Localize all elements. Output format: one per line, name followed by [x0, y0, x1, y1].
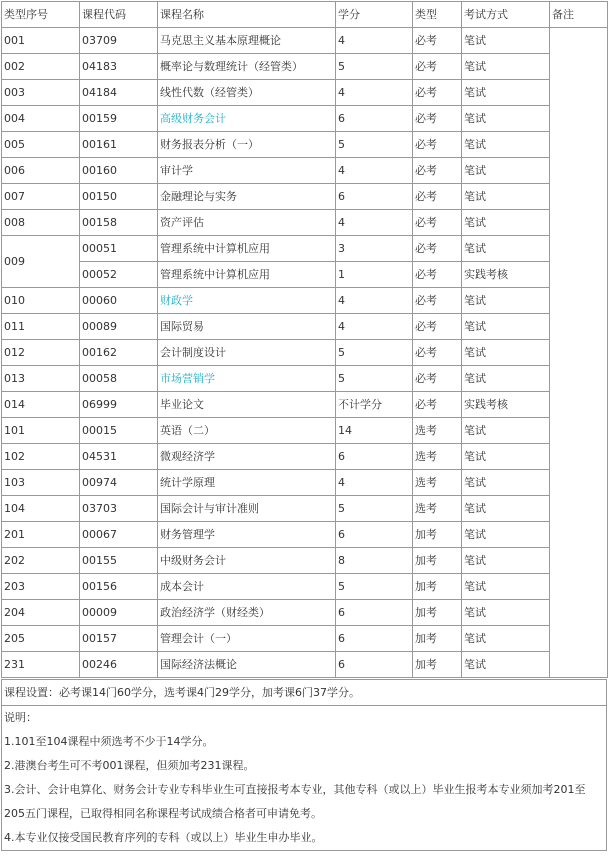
seq-cell: 003 [2, 80, 80, 106]
table-row [2, 106, 608, 132]
table-row [2, 132, 608, 158]
seq-cell: 204 [2, 600, 80, 626]
credit-cell: 6 [336, 600, 413, 626]
table-row [2, 600, 608, 626]
header-cell-code: 课程代码 [80, 2, 158, 28]
name-cell: 英语（二） [158, 418, 336, 444]
credit-cell: 4 [336, 210, 413, 236]
type-cell: 必考 [413, 366, 462, 392]
name-cell: 马克思主义基本原理概论 [158, 28, 336, 54]
credit-cell: 6 [336, 184, 413, 210]
type-cell: 选考 [413, 470, 462, 496]
name-cell: 财务报表分析（一） [158, 132, 336, 158]
exam-cell: 笔试 [462, 600, 550, 626]
seq-cell: 201 [2, 522, 80, 548]
table-row [2, 470, 608, 496]
code-cell: 00156 [80, 574, 158, 600]
name-cell: 会计制度设计 [158, 340, 336, 366]
credit-cell: 4 [336, 314, 413, 340]
table-row [2, 496, 608, 522]
type-cell: 必考 [413, 54, 462, 80]
type-cell: 加考 [413, 522, 462, 548]
credit-cell: 14 [336, 418, 413, 444]
exam-cell: 笔试 [462, 652, 550, 678]
type-cell: 加考 [413, 548, 462, 574]
exam-cell: 实践考核 [462, 262, 550, 288]
exam-cell: 实践考核 [462, 392, 550, 418]
name-cell: 微观经济学 [158, 444, 336, 470]
type-cell: 选考 [413, 418, 462, 444]
code-cell: 00159 [80, 106, 158, 132]
note-item: 1.101至104课程中须选考不少于14学分。 [4, 735, 214, 748]
name-cell: 毕业论文 [158, 392, 336, 418]
code-cell: 00160 [80, 158, 158, 184]
course-table [1, 1, 608, 678]
table-row [2, 652, 608, 678]
exam-cell: 笔试 [462, 548, 550, 574]
table-row [2, 236, 608, 262]
exam-cell: 笔试 [462, 54, 550, 80]
seq-cell: 203 [2, 574, 80, 600]
type-cell: 必考 [413, 80, 462, 106]
header-cell-name: 课程名称 [158, 2, 336, 28]
code-cell: 00246 [80, 652, 158, 678]
table-row [2, 314, 608, 340]
type-cell: 必考 [413, 28, 462, 54]
exam-cell: 笔试 [462, 496, 550, 522]
exam-cell: 笔试 [462, 444, 550, 470]
code-cell: 00974 [80, 470, 158, 496]
code-cell: 06999 [80, 392, 158, 418]
type-cell: 必考 [413, 392, 462, 418]
credit-cell: 5 [336, 132, 413, 158]
credit-cell: 4 [336, 80, 413, 106]
credit-cell: 5 [336, 574, 413, 600]
code-cell: 00052 [80, 262, 158, 288]
credit-cell: 6 [336, 626, 413, 652]
seq-cell: 231 [2, 652, 80, 678]
table-row [2, 626, 608, 652]
table-row [2, 574, 608, 600]
summary-text: 课程设置：必考课14门60学分，选考课4门29学分，加考课6门37学分。 [2, 680, 607, 706]
type-cell: 必考 [413, 236, 462, 262]
seq-cell: 104 [2, 496, 80, 522]
table-row [2, 158, 608, 184]
type-cell: 必考 [413, 262, 462, 288]
code-cell: 00157 [80, 626, 158, 652]
credit-cell: 5 [336, 340, 413, 366]
exam-cell: 笔试 [462, 210, 550, 236]
type-cell: 选考 [413, 444, 462, 470]
header-cell-credit: 学分 [336, 2, 413, 28]
credit-cell: 1 [336, 262, 413, 288]
table-row [2, 340, 608, 366]
header-cell-seq: 类型序号 [2, 2, 80, 28]
seq-cell: 007 [2, 184, 80, 210]
seq-cell: 006 [2, 158, 80, 184]
table-row [2, 392, 608, 418]
name-cell: 中级财务会计 [158, 548, 336, 574]
table-row [2, 444, 608, 470]
exam-cell: 笔试 [462, 132, 550, 158]
name-cell: 成本会计 [158, 574, 336, 600]
seq-cell: 102 [2, 444, 80, 470]
seq-cell: 002 [2, 54, 80, 80]
seq-cell: 010 [2, 288, 80, 314]
summary-row [2, 680, 607, 706]
type-cell: 必考 [413, 158, 462, 184]
code-cell: 00150 [80, 184, 158, 210]
seq-cell: 011 [2, 314, 80, 340]
code-cell: 04184 [80, 80, 158, 106]
name-cell: 概率论与数理统计（经管类） [158, 54, 336, 80]
type-cell: 加考 [413, 600, 462, 626]
name-cell: 审计学 [158, 158, 336, 184]
code-cell: 00015 [80, 418, 158, 444]
table-row [2, 548, 608, 574]
exam-cell: 笔试 [462, 522, 550, 548]
course-link[interactable]: 高级财务会计 [158, 106, 336, 132]
code-cell: 00009 [80, 600, 158, 626]
table-row [2, 522, 608, 548]
exam-cell: 笔试 [462, 340, 550, 366]
code-cell: 00155 [80, 548, 158, 574]
type-cell: 加考 [413, 652, 462, 678]
note-item: 4.本专业仅接受国民教育序列的专科（或以上）毕业生申办毕业。 [4, 831, 323, 844]
note-item: 2.港澳台考生可不考001课程，但须加考231课程。 [4, 759, 255, 772]
type-cell: 必考 [413, 210, 462, 236]
credit-cell: 6 [336, 652, 413, 678]
code-cell: 00060 [80, 288, 158, 314]
seq-cell: 005 [2, 132, 80, 158]
credit-cell: 4 [336, 28, 413, 54]
exam-cell: 笔试 [462, 236, 550, 262]
exam-cell: 笔试 [462, 158, 550, 184]
header-row [2, 2, 608, 28]
seq-cell: 008 [2, 210, 80, 236]
seq-cell: 202 [2, 548, 80, 574]
seq-cell: 001 [2, 28, 80, 54]
type-cell: 必考 [413, 106, 462, 132]
name-cell: 管理系统中计算机应用 [158, 236, 336, 262]
credit-cell: 6 [336, 106, 413, 132]
name-cell: 国际经济法概论 [158, 652, 336, 678]
table-row [2, 262, 608, 288]
name-cell: 资产评估 [158, 210, 336, 236]
seq-cell: 004 [2, 106, 80, 132]
table-row [2, 418, 608, 444]
exam-cell: 笔试 [462, 314, 550, 340]
notes-row [2, 706, 607, 851]
code-cell: 03703 [80, 496, 158, 522]
remark-cell [550, 28, 608, 678]
notes-table [1, 679, 607, 851]
notes-heading: 说明： [4, 711, 37, 724]
credit-cell: 4 [336, 470, 413, 496]
code-cell: 00161 [80, 132, 158, 158]
table-row [2, 288, 608, 314]
table-row [2, 184, 608, 210]
name-cell: 政治经济学（财经类） [158, 600, 336, 626]
type-cell: 选考 [413, 496, 462, 522]
name-cell: 国际会计与审计准则 [158, 496, 336, 522]
credit-cell: 3 [336, 236, 413, 262]
code-cell: 04531 [80, 444, 158, 470]
exam-cell: 笔试 [462, 80, 550, 106]
credit-cell: 5 [336, 366, 413, 392]
code-cell: 03709 [80, 28, 158, 54]
table-row [2, 80, 608, 106]
exam-cell: 笔试 [462, 28, 550, 54]
type-cell: 加考 [413, 626, 462, 652]
code-cell: 00162 [80, 340, 158, 366]
table-row [2, 54, 608, 80]
name-cell: 国际贸易 [158, 314, 336, 340]
table-row [2, 210, 608, 236]
credit-cell: 不计学分 [336, 392, 413, 418]
seq-cell: 103 [2, 470, 80, 496]
seq-cell: 014 [2, 392, 80, 418]
name-cell: 金融理论与实务 [158, 184, 336, 210]
credit-cell: 8 [336, 548, 413, 574]
code-cell: 00067 [80, 522, 158, 548]
name-cell: 统计学原理 [158, 470, 336, 496]
seq-cell: 205 [2, 626, 80, 652]
name-cell: 线性代数（经管类） [158, 80, 336, 106]
credit-cell: 6 [336, 444, 413, 470]
code-cell: 00158 [80, 210, 158, 236]
exam-cell: 笔试 [462, 574, 550, 600]
name-cell: 管理系统中计算机应用 [158, 262, 336, 288]
exam-cell: 笔试 [462, 288, 550, 314]
exam-cell: 笔试 [462, 418, 550, 444]
table-row [2, 366, 608, 392]
exam-cell: 笔试 [462, 470, 550, 496]
type-cell: 必考 [413, 288, 462, 314]
seq-cell: 012 [2, 340, 80, 366]
type-cell: 加考 [413, 574, 462, 600]
course-link[interactable]: 财政学 [158, 288, 336, 314]
type-cell: 必考 [413, 314, 462, 340]
credit-cell: 5 [336, 496, 413, 522]
type-cell: 必考 [413, 184, 462, 210]
seq-cell: 101 [2, 418, 80, 444]
credit-cell: 6 [336, 522, 413, 548]
seq-cell: 009 [2, 236, 80, 288]
seq-cell: 013 [2, 366, 80, 392]
header-cell-exam: 考试方式 [462, 2, 550, 28]
exam-cell: 笔试 [462, 184, 550, 210]
course-link[interactable]: 市场营销学 [158, 366, 336, 392]
credit-cell: 4 [336, 288, 413, 314]
name-cell: 财务管理学 [158, 522, 336, 548]
type-cell: 必考 [413, 132, 462, 158]
exam-cell: 笔试 [462, 366, 550, 392]
table-row [2, 28, 608, 54]
note-item: 3.会计、会计电算化、财务会计专业专科毕业生可直接报考本专业，其他专科（或以上）毕业生报考本专业须加考201至205五门课程，已取得相同名称课程考试成绩合格者可申请免考。 [4, 783, 586, 820]
code-cell: 00051 [80, 236, 158, 262]
header-cell-type: 类型 [413, 2, 462, 28]
header-cell-remark: 备注 [550, 2, 608, 28]
code-cell: 04183 [80, 54, 158, 80]
code-cell: 00089 [80, 314, 158, 340]
exam-cell: 笔试 [462, 626, 550, 652]
type-cell: 必考 [413, 340, 462, 366]
code-cell: 00058 [80, 366, 158, 392]
credit-cell: 4 [336, 158, 413, 184]
name-cell: 管理会计（一） [158, 626, 336, 652]
exam-cell: 笔试 [462, 106, 550, 132]
credit-cell: 5 [336, 54, 413, 80]
notes-cell [2, 706, 607, 851]
